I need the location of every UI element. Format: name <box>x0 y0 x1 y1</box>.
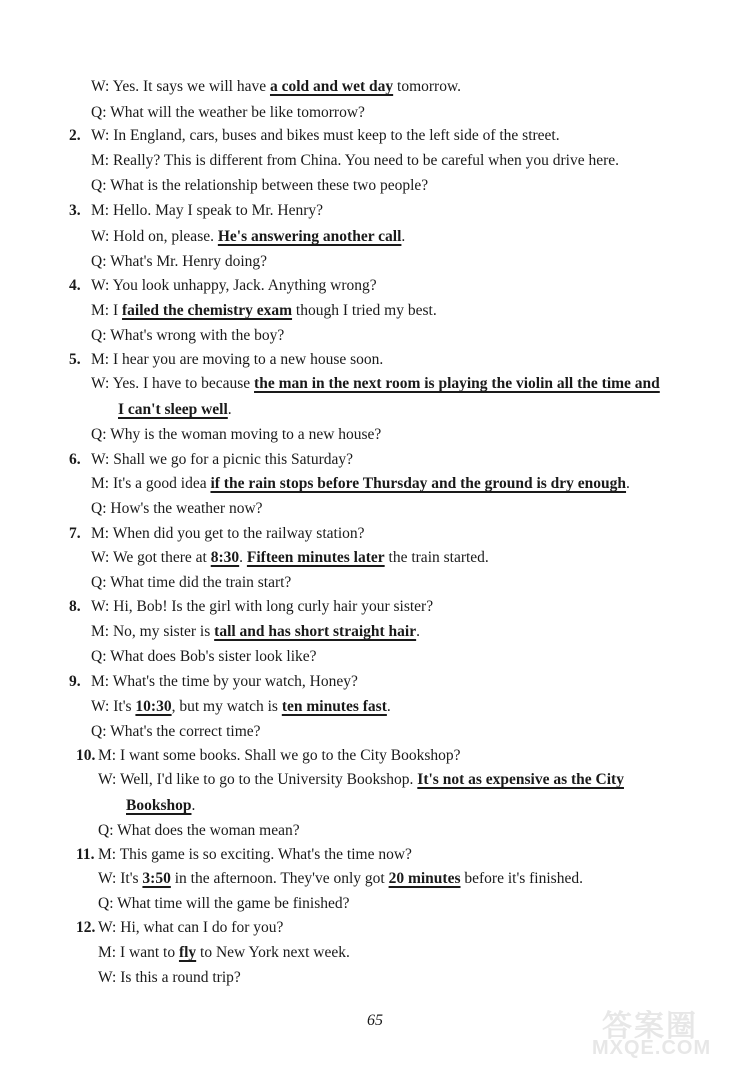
dialogue-line <box>69 126 560 146</box>
answer-highlight: 8:30 <box>210 549 240 566</box>
line-text: What will the weather be like tomorrow? <box>110 104 365 121</box>
line-text: tomorrow. <box>393 78 462 95</box>
line-text: What's the time by your watch, Honey? <box>112 673 358 690</box>
dialogue-line <box>98 770 624 790</box>
line-text: In England, cars, buses and bikes must keep to the left side of the street. <box>113 127 560 144</box>
speaker-label: W: <box>91 228 110 245</box>
speaker-label: M: <box>91 673 110 690</box>
answer-highlight: 20 minutes <box>388 870 461 887</box>
line-text: I <box>112 302 123 319</box>
line-text: the train started. <box>384 549 489 566</box>
line-text: Is this a round trip? <box>120 969 241 986</box>
speaker-label: Q: <box>91 327 107 344</box>
dialogue-line <box>91 227 405 247</box>
dialogue-line <box>91 722 261 742</box>
answer-highlight: if the rain stops before Thursday and the ground is dry enough <box>210 475 627 492</box>
speaker-label: M: <box>91 302 110 319</box>
line-text: No, my sister is <box>112 623 215 640</box>
line-text: Yes. It says we will have <box>112 78 270 95</box>
dialogue-line <box>91 499 263 519</box>
speaker-label: Q: <box>91 500 107 517</box>
dialogue-line <box>98 968 241 988</box>
item-number: 5. <box>69 351 81 368</box>
dialogue-line <box>118 400 232 420</box>
item-number: 12. <box>76 919 96 936</box>
dialogue-line <box>98 894 350 914</box>
line-text: I hear you are moving to a new house soon. <box>112 351 384 368</box>
line-text: Hi, Bob! Is the girl with long curly hair your sister? <box>113 598 434 615</box>
line-text: , but my watch is <box>171 698 282 715</box>
dialogue-line <box>91 77 461 97</box>
dialogue-line <box>91 647 317 667</box>
dialogue-line <box>91 252 267 272</box>
speaker-label: W: <box>91 549 110 566</box>
line-text: What time did the train start? <box>110 574 292 591</box>
line-text: When did you get to the railway station? <box>112 525 365 542</box>
answer-highlight: I can't sleep well <box>118 401 228 418</box>
speaker-label: Q: <box>91 253 107 270</box>
page-number: 65 <box>367 1012 383 1029</box>
line-text: I want to <box>119 944 179 961</box>
line-text: Shall we go for a picnic this Saturday? <box>113 451 354 468</box>
line-text: though I tried my best. <box>292 302 437 319</box>
answer-highlight: 3:50 <box>142 870 171 887</box>
dialogue-line <box>91 301 437 321</box>
speaker-label: W: <box>98 771 117 788</box>
line-text: . <box>191 797 196 814</box>
speaker-label: W: <box>91 598 110 615</box>
speaker-label: M: <box>98 747 117 764</box>
answer-highlight: ten minutes fast <box>281 698 387 715</box>
dialogue-line <box>69 350 384 370</box>
dialogue-line <box>69 597 434 617</box>
speaker-label: Q: <box>91 426 107 443</box>
dialogue-line <box>69 450 354 470</box>
dialogue-line <box>91 425 381 445</box>
dialogue-line <box>76 845 412 865</box>
line-text: in the afternoon. They've only got <box>170 870 389 887</box>
answer-highlight: 10:30 <box>135 698 172 715</box>
dialogue-line <box>69 201 324 221</box>
dialogue-line <box>76 918 284 938</box>
line-text: It's a good idea <box>112 475 211 492</box>
speaker-label: M: <box>91 202 110 219</box>
answer-highlight: It's not as expensive as the City <box>417 771 624 788</box>
dialogue-line <box>69 276 377 296</box>
line-text: . <box>401 228 406 245</box>
answer-highlight: tall and has short straight hair <box>214 623 417 640</box>
speaker-label: M: <box>91 525 110 542</box>
line-text: before it's finished. <box>460 870 583 887</box>
line-text: to New York next week. <box>196 944 350 961</box>
watermark <box>590 1001 740 1061</box>
speaker-label: M: <box>91 152 110 169</box>
dialogue-line <box>91 548 489 568</box>
dialogue-line <box>98 821 300 841</box>
speaker-label: W: <box>91 78 110 95</box>
dialogue-line <box>91 697 391 717</box>
dialogue-line <box>91 151 619 171</box>
dialogue-line <box>98 869 583 889</box>
speaker-label: W: <box>91 375 110 392</box>
answer-highlight: Bookshop <box>126 797 192 814</box>
item-number: 3. <box>69 202 81 219</box>
answer-highlight: a cold and wet day <box>269 78 394 95</box>
line-text: . <box>626 475 630 492</box>
line-text: Hello. May I speak to Mr. Henry? <box>112 202 324 219</box>
speaker-label: Q: <box>91 723 107 740</box>
answer-highlight: Fifteen minutes later <box>246 549 385 566</box>
item-number: 7. <box>69 525 81 542</box>
item-number: 2. <box>69 127 81 144</box>
dialogue-line <box>69 524 365 544</box>
item-number: 10. <box>76 747 96 764</box>
answer-highlight: He's answering another call <box>217 228 402 245</box>
dialogue-line <box>91 474 630 494</box>
speaker-label: Q: <box>91 177 107 194</box>
answer-highlight: fly <box>178 944 197 961</box>
speaker-label: Q: <box>98 895 114 912</box>
line-text: What's the correct time? <box>110 723 261 740</box>
line-text: Why is the woman moving to a new house? <box>110 426 382 443</box>
speaker-label: W: <box>91 698 110 715</box>
line-text: It's <box>113 698 136 715</box>
line-text: . <box>239 549 247 566</box>
answer-highlight: the man in the next room is playing the violin all the time and <box>254 375 660 392</box>
speaker-label: M: <box>98 846 117 863</box>
item-number: 11. <box>76 846 95 863</box>
dialogue-line <box>91 573 291 593</box>
speaker-label: W: <box>98 969 117 986</box>
line-text: What is the relationship between these two people? <box>110 177 429 194</box>
speaker-label: W: <box>91 451 110 468</box>
speaker-label: M: <box>91 475 110 492</box>
speaker-label: M: <box>98 944 117 961</box>
line-text: Really? This is different from China. You need to be careful when you drive here. <box>112 152 620 169</box>
line-text: This game is so exciting. What's the time now? <box>119 846 412 863</box>
line-text: Hold on, please. <box>113 228 218 245</box>
speaker-label: W: <box>91 127 110 144</box>
line-text: . <box>386 698 391 715</box>
line-text: What does Bob's sister look like? <box>110 648 317 665</box>
dialogue-line <box>91 103 365 123</box>
dialogue-line <box>76 746 461 766</box>
speaker-label: M: <box>91 623 110 640</box>
speaker-label: Q: <box>91 574 107 591</box>
dialogue-line <box>91 374 660 394</box>
dialogue-line <box>91 326 284 346</box>
speaker-label: M: <box>91 351 110 368</box>
line-text: . <box>416 623 420 640</box>
line-text: What's wrong with the boy? <box>110 327 285 344</box>
dialogue-line <box>126 796 195 816</box>
line-text: What does the woman mean? <box>117 822 300 839</box>
line-text: How's the weather now? <box>110 500 263 517</box>
answer-highlight: failed the chemistry exam <box>122 302 293 319</box>
item-number: 8. <box>69 598 81 615</box>
dialogue-line <box>91 176 428 196</box>
dialogue-line <box>91 622 420 642</box>
dialogue-line <box>98 943 350 963</box>
item-number: 9. <box>69 673 81 690</box>
watermark-site: MXQE.COM <box>592 1037 712 1059</box>
line-text: I want some books. Shall we go to the City Bookshop? <box>119 747 461 764</box>
line-text: Hi, what can I do for you? <box>120 919 284 936</box>
line-text: . <box>227 401 232 418</box>
speaker-label: Q: <box>98 822 114 839</box>
dialogue-line <box>69 672 358 692</box>
line-text: It's <box>120 870 143 887</box>
speaker-label: W: <box>98 919 117 936</box>
line-text: Well, I'd like to go to the University Bookshop. <box>119 771 418 788</box>
speaker-label: W: <box>98 870 117 887</box>
line-text: You look unhappy, Jack. Anything wrong? <box>112 277 377 294</box>
line-text: What's Mr. Henry doing? <box>110 253 268 270</box>
item-number: 4. <box>69 277 81 294</box>
line-text: Yes. I have to because <box>112 375 255 392</box>
speaker-label: W: <box>91 277 110 294</box>
watermark-chars: 答案圈 <box>602 1010 698 1043</box>
speaker-label: Q: <box>91 104 107 121</box>
line-text: What time will the game be finished? <box>117 895 350 912</box>
line-text: We got there at <box>112 549 211 566</box>
speaker-label: Q: <box>91 648 107 665</box>
item-number: 6. <box>69 451 81 468</box>
